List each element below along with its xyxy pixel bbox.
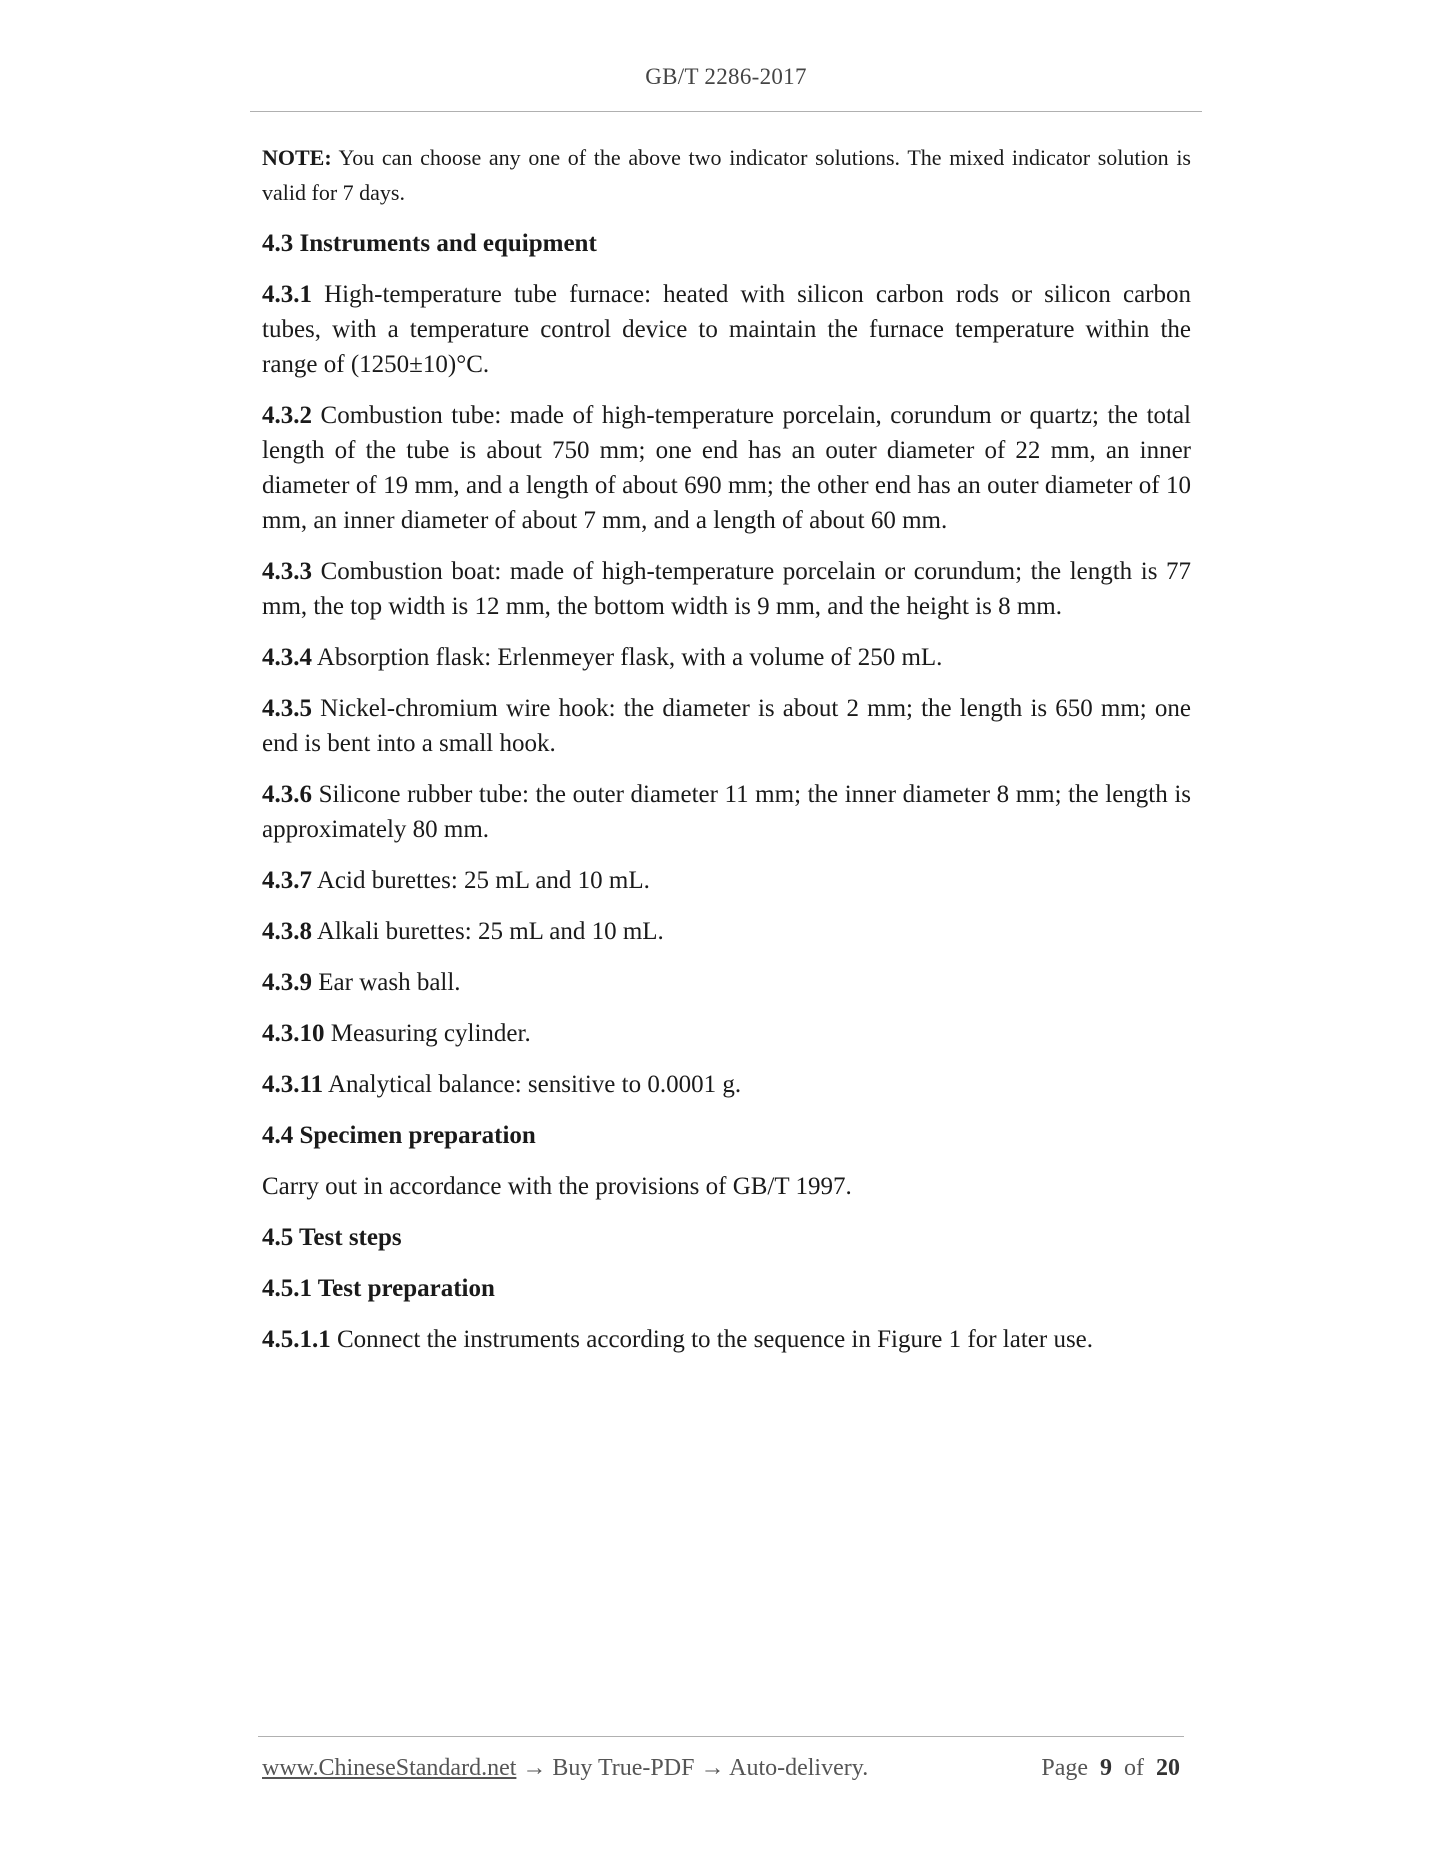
item-text: Nickel-chromium wire hook: the diameter is about 2 mm; the length is 650 mm; one end is bent into a small hook. [262,695,1191,757]
item-number: 4.3.5 [262,695,312,722]
item-4-3-1 [262,277,1191,382]
item-number: 4.3.3 [262,558,312,585]
of-label: of [1124,1755,1144,1781]
item-4-3-2 [262,398,1191,538]
item-4-3-4 [262,640,1191,675]
item-4-3-6 [262,777,1191,847]
item-text: Alkali burettes: 25 mL and 10 mL. [312,918,664,945]
note-paragraph [262,140,1191,210]
item-text: Combustion tube: made of high-temperature porcelain, corundum or quartz; the total length of the tube is about 750 mm; one end has an outer diameter of 22 mm, an inner diameter of 19 mm, and a length of about 690 mm; the other end has an outer diameter of 10 mm, an inner diameter of about 7 mm, and a length of about 60 mm. [262,402,1191,534]
page-header: GB/T 2286-2017 [645,64,807,89]
note-text: You can choose any one of the above two indicator solutions. The mixed indicator solution is valid for 7 days. [262,145,1191,205]
section-heading-4-3: 4.3 Instruments and equipment [262,230,597,257]
section-heading-4-4: 4.4 Specimen preparation [262,1122,536,1149]
footer-divider [258,1736,1184,1737]
item-number: 4.3.2 [262,402,312,429]
page-total: 20 [1156,1755,1180,1781]
item-4-3-5 [262,691,1191,761]
item-4-3-10 [262,1016,1191,1051]
item-number: 4.5.1.1 [262,1326,331,1353]
item-4-5-1-1 [262,1322,1191,1357]
header-divider [250,111,1202,112]
document-body [262,140,1191,1357]
section-heading-4-5: 4.5 Test steps [262,1224,402,1251]
item-number: 4.3.10 [262,1020,325,1047]
item-number: 4.3.6 [262,781,312,808]
item-number: 4.3.1 [262,281,312,308]
item-text: Analytical balance: sensitive to 0.0001 g. [323,1071,742,1098]
item-text: Silicone rubber tube: the outer diameter 11 mm; the inner diameter 8 mm; the length is approximately 80 mm. [262,781,1191,843]
page-number: 9 [1100,1755,1112,1781]
footer-promo [262,1755,868,1782]
item-4-3-7 [262,863,1191,898]
item-text: Ear wash ball. [312,969,461,996]
item-number: 4.3.8 [262,918,312,945]
item-text: Absorption flask: Erlenmeyer flask, with a volume of 250 mL. [312,644,943,671]
section-heading-4-5-1: 4.5.1 Test preparation [262,1275,495,1302]
item-4-3-11 [262,1067,1191,1102]
note-label: NOTE: [262,145,332,170]
item-text: Measuring cylinder. [324,1020,531,1047]
item-number: 4.3.11 [262,1071,324,1098]
item-4-3-8 [262,914,1191,949]
item-number: 4.3.9 [262,969,312,996]
item-number: 4.3.7 [262,867,312,894]
item-4-3-9 [262,965,1191,1000]
item-text: Acid burettes: 25 mL and 10 mL. [312,867,650,894]
item-number: 4.3.4 [262,644,312,671]
page-label: Page [1041,1755,1088,1781]
item-text: Connect the instruments according to the sequence in Figure 1 for later use. [330,1326,1094,1353]
item-4-3-3 [262,554,1191,624]
specimen-preparation-text: Carry out in accordance with the provisions of GB/T 1997. [262,1173,852,1200]
footer-promo-text: → Buy True-PDF → Auto-delivery. [516,1755,869,1781]
page-indicator [1041,1755,1180,1782]
item-text: High-temperature tube furnace: heated with silicon carbon rods or silicon carbon tubes, with a temperature control device to maintain the furnace temperature within the range of (1250±10)°C. [262,281,1191,378]
item-text: Combustion boat: made of high-temperature porcelain or corundum; the length is 77 mm, the top width is 12 mm, the bottom width is 9 mm, and the height is 8 mm. [262,558,1191,620]
website-link[interactable]: www.ChineseStandard.net [262,1755,517,1781]
